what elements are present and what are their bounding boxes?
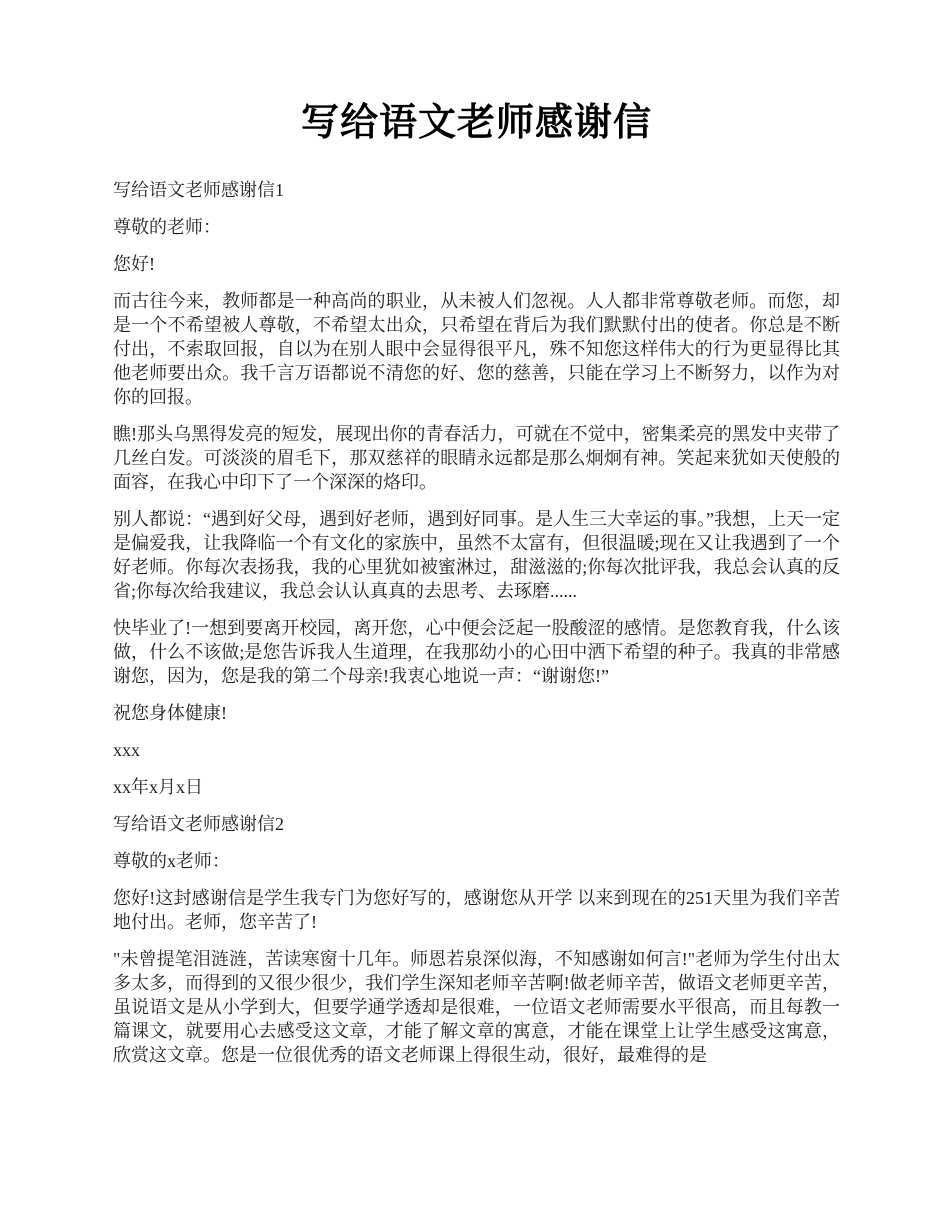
paragraph: xxx bbox=[113, 739, 140, 760]
paragraph: 祝您身体健康! bbox=[113, 702, 227, 723]
paragraph: 瞧!那头乌黑得发亮的短发，展现出你的青春活力，可就在不觉中，密集柔亮的黑发中夹带了几丝白发。可淡淡的眉毛下，那双慈祥的眼睛永远都是那么炯炯有神。笑起来犹如天使般的面容，在我心中印下了一个深深的烙印。 bbox=[113, 423, 840, 492]
paragraph: 尊敬的x老师： bbox=[113, 850, 230, 871]
paragraph: 您好! bbox=[113, 253, 155, 274]
paragraph: 而古往今来，教师都是一种高尚的职业，从未被人们忽视。人人都非常尊敬老师。而您，却是一个不希望被人尊敬，不希望太出众，只希望在背后为我们默默付出的使者。你总是不断付出，不索取回报，自以为在别人眼中会显得很平凡，殊不知您这样伟大的行为更显得比其他老师要出众。我千言万语都说不清您的好、您的慈善，只能在学习上不断努力，以作为对你的回报。 bbox=[113, 290, 840, 407]
paragraph: xx年x月x日 bbox=[113, 776, 203, 797]
document-title: 写给语文老师感谢信 bbox=[300, 102, 652, 144]
paragraph: 写给语文老师感谢信1 bbox=[113, 179, 284, 200]
paragraph: 写给语文老师感谢信2 bbox=[113, 813, 284, 834]
paragraph: 别人都说：“遇到好父母，遇到好老师，遇到好同事。是人生三大幸运的事。”我想，上天一定是偏爱我，让我降临一个有文化的家族中，虽然不太富有，但很温暖;现在又让我遇到了一个好老师。你每次表扬我，我的心里犹如被蜜淋过，甜滋滋的;你每次批评我，我总会认真的反省;你每次给我建议，我总会认认真真的去思考、去琢磨...... bbox=[113, 508, 840, 601]
paragraph: 快毕业了!一想到要离开校园，离开您，心中便会泛起一股酸涩的感情。是您教育我，什么该做，什么不该做;是您告诉我人生道理，在我那幼小的心田中洒下希望的种子。我真的非常感谢您，因为，您是我的第二个母亲!我衷心地说一声：“谢谢您!” bbox=[113, 617, 840, 686]
paragraph: "未曾提笔泪涟涟，苦读寒窗十几年。师恩若泉深似海，不知感谢如何言!"老师为学生付出太多太多，而得到的又很少很少，我们学生深知老师辛苦啊!做老师辛苦，做语文老师更辛苦，虽说语文是从小学到大，但要学通学透却是很难，一位语文老师需要水平很高，而且每教一篇课文，就要用心去感受这文章，才能了解文章的寓意，才能在课堂上让学生感受这寓意，欣赏这文章。您是一位很优秀的语文老师课上得很生动，很好，最难得的是 bbox=[113, 948, 840, 1065]
document-body bbox=[113, 178, 840, 1067]
paragraph: 您好!这封感谢信是学生我专门为您好写的，感谢您从开学 以来到现在的251天里为我们辛苦地付出。老师，您辛苦了! bbox=[113, 887, 840, 932]
paragraph: 尊敬的老师： bbox=[113, 216, 221, 237]
